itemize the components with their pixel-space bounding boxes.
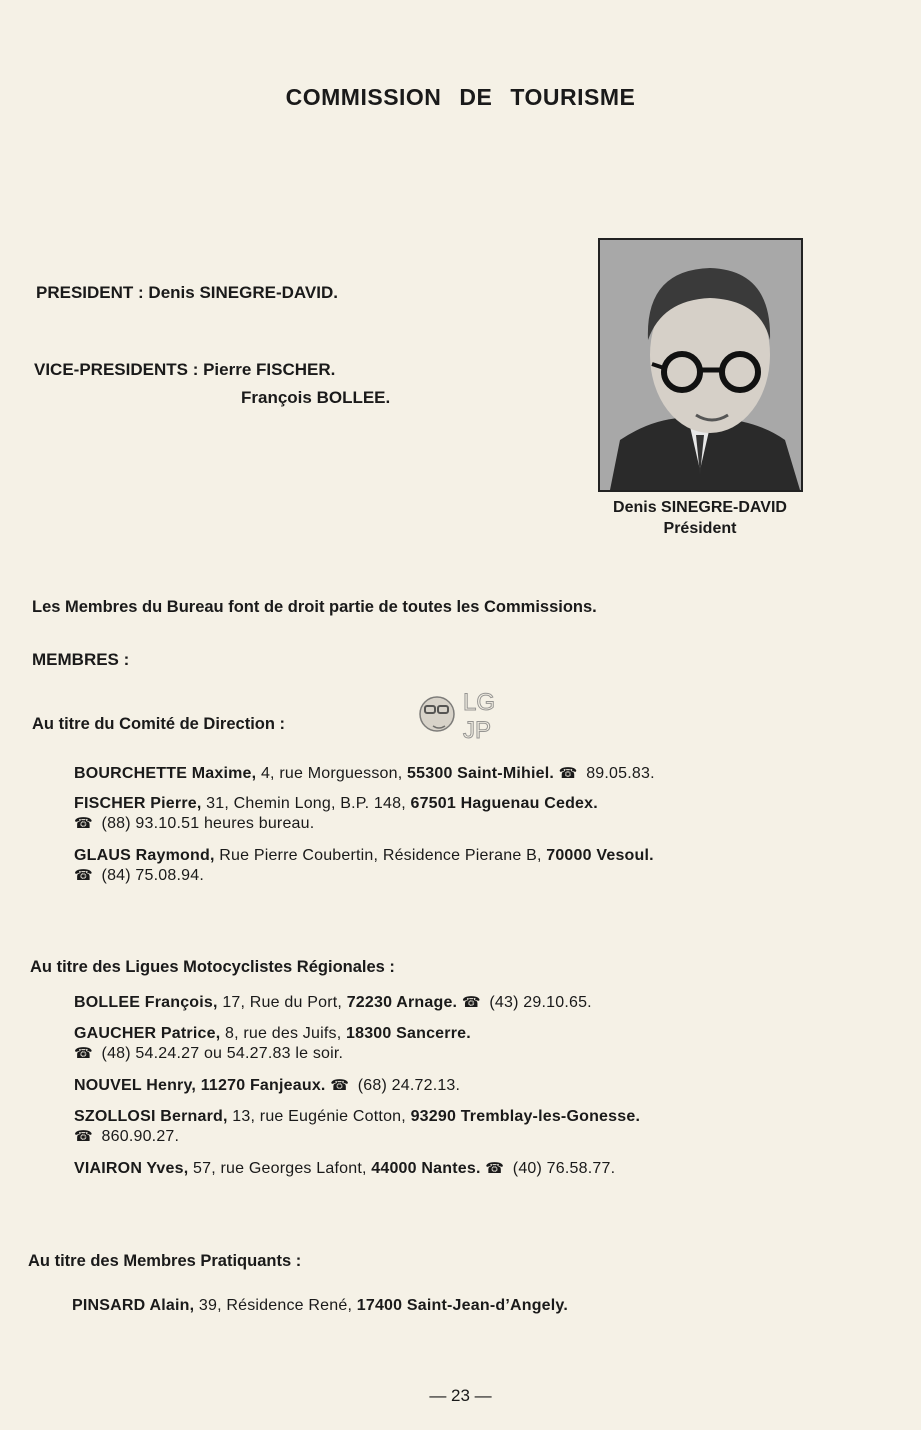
member-city: 55300 Saint-Mihiel. [407, 765, 555, 782]
president-portrait [598, 238, 803, 492]
member-city: 11270 Fanjeaux. [200, 1077, 326, 1094]
member-city: 67501 Haguenau Cedex. [410, 795, 598, 812]
telephone-icon: ☎ [485, 1160, 505, 1177]
vice-president-1: Pierre FISCHER. [203, 360, 336, 379]
president-line [36, 283, 338, 303]
member-city: 93290 Tremblay-les-Gonesse. [410, 1108, 641, 1125]
member-phone: 860.90.27. [96, 1128, 180, 1145]
member-phone: (48) 54.24.27 ou 54.27.83 le soir. [96, 1045, 344, 1062]
caption-name: Denis SINEGRE-DAVID [613, 499, 787, 516]
watermark-logo [415, 682, 507, 748]
list-item [74, 1107, 640, 1147]
list-item [74, 794, 598, 834]
member-address: 13, rue Eugénie Cotton, [227, 1108, 411, 1125]
list-item [72, 1296, 568, 1316]
member-name: VIAIRON Yves, [74, 1160, 189, 1177]
title-word-3: TOURISME [510, 84, 636, 110]
list-item [74, 1159, 615, 1179]
vice-presidents-line [34, 360, 335, 380]
member-phone: (68) 24.72.13. [353, 1077, 461, 1094]
member-name: BOLLEE François, [74, 994, 218, 1011]
section-heading-ligues: Au titre des Ligues Motocyclistes Régionales : [30, 958, 395, 976]
bureau-note: Les Membres du Bureau font de droit partie de toutes les Commissions. [32, 598, 597, 616]
list-item [74, 764, 655, 784]
member-phone: (43) 29.10.65. [484, 994, 592, 1011]
watermark-text-jp: JP [463, 717, 492, 744]
telephone-icon: ☎ [330, 1077, 350, 1094]
member-address: 39, Résidence René, [194, 1297, 357, 1314]
member-address: 8, rue des Juifs, [220, 1025, 346, 1042]
list-item [74, 1076, 460, 1096]
telephone-icon: ☎ [74, 867, 93, 884]
member-address: Rue Pierre Coubertin, Résidence Pierane B, [214, 847, 547, 864]
section-heading-direction: Au titre du Comité de Direction : [32, 715, 286, 733]
member-name: GLAUS Raymond, [74, 847, 215, 864]
telephone-icon: ☎ [74, 1045, 93, 1062]
watermark-text-lg: LG [463, 689, 496, 716]
member-city: 17400 Saint-Jean-d’Angely. [356, 1297, 568, 1314]
vice-presidents-label: VICE-PRESIDENTS : [34, 360, 199, 379]
list-item [74, 1024, 471, 1064]
member-name: PINSARD Alain, [72, 1297, 195, 1314]
member-address: 4, rue Morguesson, [256, 765, 408, 782]
list-item [74, 993, 592, 1013]
member-phone: 89.05.83. [581, 765, 655, 782]
vice-president-2: François BOLLEE. [241, 388, 391, 407]
member-address: 57, rue Georges Lafont, [188, 1160, 372, 1177]
telephone-icon: ☎ [461, 994, 481, 1011]
telephone-icon: ☎ [558, 765, 578, 782]
member-phone: (84) 75.08.94. [96, 867, 204, 884]
membres-label: MEMBRES : [32, 650, 130, 669]
title-word-1: COMMISSION [285, 84, 442, 110]
list-item [74, 846, 654, 886]
telephone-icon: ☎ [74, 1128, 93, 1145]
member-city: 70000 Vesoul. [546, 847, 654, 864]
member-name: BOURCHETTE Maxime, [74, 765, 257, 782]
member-city: 72230 Arnage. [346, 994, 458, 1011]
member-name: SZOLLOSI Bernard, [74, 1108, 228, 1125]
member-city: 44000 Nantes. [371, 1160, 481, 1177]
member-name: FISCHER Pierre, [74, 795, 202, 812]
member-name: GAUCHER Patrice, [74, 1025, 221, 1042]
page-title [0, 84, 921, 111]
president-name: Denis SINEGRE-DAVID. [148, 283, 338, 302]
portrait-caption [560, 497, 840, 539]
page-number: — 23 — [429, 1386, 492, 1405]
member-phone: (88) 93.10.51 heures bureau. [96, 815, 315, 832]
caption-role: Président [663, 520, 737, 537]
member-address: 17, Rue du Port, [217, 994, 347, 1011]
member-city: 18300 Sancerre. [346, 1025, 471, 1042]
member-phone: (40) 76.58.77. [508, 1160, 616, 1177]
member-address: 31, Chemin Long, B.P. 148, [201, 795, 411, 812]
title-word-2: DE [459, 84, 493, 110]
section-heading-pratiquants: Au titre des Membres Pratiquants : [28, 1252, 302, 1270]
telephone-icon: ☎ [74, 815, 93, 832]
member-name: NOUVEL Henry, [74, 1077, 197, 1094]
president-label: PRESIDENT : [36, 283, 144, 302]
